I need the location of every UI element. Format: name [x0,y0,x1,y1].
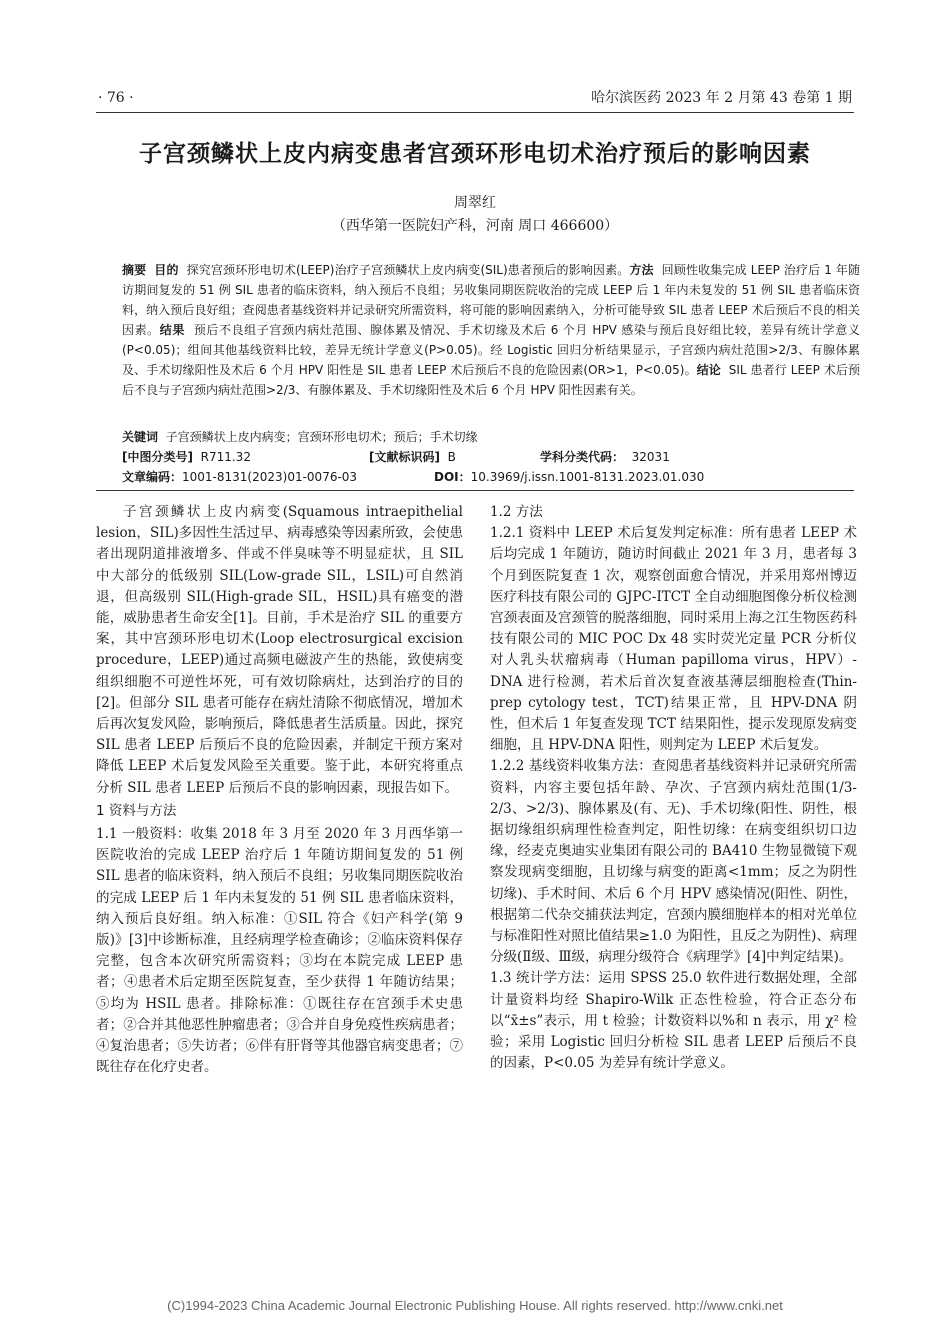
article-no-label: 文章编码： [122,470,183,484]
section-1-2: 1.2 方法 [490,504,543,520]
body-left-column [96,502,463,1078]
subject-code-label: 学科分类代码： [540,450,625,464]
header-rule [96,112,854,113]
body-right-column [490,502,857,1074]
copyright-footer: (C)1994-2023 China Academic Journal Electronic Publishing House. All rights reserved. http://www.cnki.net [167,1298,783,1313]
clc-value: R711.32 [200,450,251,464]
article-title: 子宫颈鳞状上皮内病变患者宫颈环形电切术治疗预后的影响因素 [139,140,811,167]
abstract [122,260,860,400]
section-1-1: 1.1 一般资料：收集 2018 年 3 月至 2020 年 3 月西华第一医院收治的完成 LEEP 治疗后 1 年随访期间复发的 51 例 SIL 患者的临床资料，纳入预后不良组；另收集同期医院收治的完成 LEEP 后 1 年内未复发的 51 例 SIL 患者临床资料，纳入预后良好组。纳入标准：①SIL 符合《妇产科学(第 9 版)》[3]中诊断标准，且经病理学检查确诊；②临床资料保存完整，包含本次研究所需资料；③均在本院完成 LEEP 患者；④患者术后定期至医院复查，至少获得 1 年随访结果；⑤均为 HSIL 患者。排除标准：①既往存在宫颈手术史患者；②合并其他恶性肿瘤患者；③合并自身免疫性疾病患者；④复治患者；⑤失访者；⑥伴有肝肾等其他器官病变患者；⑦既往存在化疗史者。 [96,826,463,1076]
results-label: 结果 [159,323,185,337]
section-1-3: 1.3 统计学方法：运用 SPSS 25.0 软件进行数据处理，全部计量资料均经 Shapiro-Wilk 正态性检验，符合正态分布以“x̄±s”表示，用 t 检验；计数资料以%和 n 表示，用 χ² 检验；采用 Logistic 回归分析检 SIL 患者 LEEP 后预后不良的因素，P<0.05 为差异有统计学意义。 [490,970,857,1072]
author: 周翠红 [454,195,496,211]
objective-label: 目的 [154,263,179,277]
conclusion-text: SIL 患者行 LEEP 术后预后不良与子宫颈内病灶范围>2/3、有腺体累及、手术切缘阳性及术后 6 个月 HPV 阳性因素有关。 [122,363,860,397]
section-1-2-1: 1.2.1 资料中 LEEP 术后复发判定标准：所有患者 LEEP 术后均完成 1 年随访，随访时间截止 2021 年 3 月，患者每 3 个月到医院复查 1 次，观察创面愈合情况，并采用郑州博迈医疗科技有限公司的 GJPC-ITCT 全自动细胞图像分析仪检测宫颈表面及宫颈管的脱落细胞，同时采用上海之江生物医药科技有限公司的 MIC POC Dx 48 实时荧光定量 PCR 分析仪对人乳头状瘤病毒（Human papilloma virus，HPV）-DNA 进行检测，若术后首次复查液基薄层细胞检查(Thin-prep cytology test，TCT)结果正常，且 HPV-DNA 阴性，但术后 1 年复查发现 TCT 结果阳性，提示发现原发病变细胞，且 HPV-DNA 阳性，则判定为 LEEP 术后复发。 [490,525,857,754]
results-text: 预后不良组子宫颈内病灶范围、腺体累及情况、手术切缘及术后 6 个月 HPV 感染与预后良好组比较，差异有统计学意义(P<0.05)；组间其他基线资料比较，差异无统计学意义(P>0.05)。经 Logistic 回归分析结果显示，子宫颈内病灶范围>2/3、有腺体累及、手术切缘阳性及术后 6 个月 HPV 阳性是 SIL 患者 LEEP 术后预后不良的危险因素(OR>1，P<0.05)。 [122,323,860,377]
methods-label: 方法 [629,263,654,277]
meta-rule [96,490,854,491]
subject-code-value: 32031 [631,450,670,464]
clc-label: [中图分类号] [122,450,193,464]
doi-label: DOI： [434,470,471,484]
page-number: · 76 · [98,90,134,106]
doc-code-label: [文献标识码] [369,450,440,464]
affiliation: （西华第一医院妇产科，河南 周口 466600） [331,218,619,234]
keywords-line [122,427,860,447]
keywords-label: 关键词 [122,430,159,444]
article-no-value: 1001-8131(2023)01-0076-03 [182,470,358,484]
article-id-line [122,467,860,487]
intro-paragraph: 子宫颈鳞状上皮内病变(Squamous intraepithelial lesion，SIL)多因性生活过早、病毒感染等因素所致，会使患者出现阴道排液增多、伴或不伴臭味等不明显症状，且 SIL 中大部分的低级别 SIL(Low-grade SIL，LSIL)可自然消退，但高级别 SIL(High-grade SIL，HSIL)具有癌变的潜能，威胁患者生命安全[1]。目前，手术是治疗 SIL 的重要方案，其中宫颈环形电切术(Loop electrosurgical excision procedure，LEEP)通过高频电磁波产生的热能，致使病变组织细胞不可逆性坏死，可有效切除病灶，达到治疗的目的[2]。但部分 SIL 患者可能存在病灶清除不彻底情况，增加术后再次复发风险，影响预后，降低患者生活质量。因此，探究 SIL 患者 LEEP 后预后不良的危险因素，并制定干预方案对降低 LEEP 术后复发风险至关重要。鉴于此，本研究将重点分析 SIL 患者 LEEP 后预后不良的影响因素，现报告如下。 [96,504,463,796]
doc-code-value: B [447,450,456,464]
abstract-label: 摘要 [122,263,147,277]
methods-text: 回顾性收集完成 LEEP 治疗后 1 年随访期间复发的 51 例 SIL 患者的临床资料，纳入预后不良组；另收集同期医院收治的完成 LEEP 后 1 年内未复发的 51 例 SIL 患者临床资料，纳入预后良好组；查阅患者基线资料并记录研究所需资料，将可能的影响因素纳入，分析可能导致 SIL 患者 LEEP 术后预后不良的相关因素。 [122,263,860,337]
classification-line [122,447,860,467]
conclusion-label: 结论 [696,363,721,377]
journal-issue: 哈尔滨医药 2023 年 2 月第 43 卷第 1 期 [591,90,852,106]
doi-value: 10.3969/j.issn.1001-8131.2023.01.030 [470,470,705,484]
section-1-2-2: 1.2.2 基线资料收集方法：查阅患者基线资料并记录研究所需资料，内容主要包括年龄、孕次、子宫颈内病灶范围(1/3-2/3、>2/3)、腺体累及(有、无)、手术切缘(阳性、阴性，根据切缘组织病理性检查判定，阳性切缘：在病变组织切口边缘，经麦克奥迪实业集团有限公司的 BA410 生物显微镜下观察发现病变细胞，且切缘与病变的距离<1mm；反之为阴性切缘)、手术时间、术后 6 个月 HPV 感染情况(阳性、阴性，根据第二代杂交捕获法判定，宫颈内膜细胞样本的相对光单位与标准阳性对照比值结果≥1.0 为阳性，且反之为阴性)、病理分级(Ⅱ级、Ⅲ级，病理分级符合《病理学》[4]中判定结果)。 [490,758,857,966]
keywords: 子宫颈鳞状上皮内病变；宫颈环形电切术；预后；手术切缘 [165,430,478,444]
objective-text: 探究宫颈环形电切术(LEEP)治疗子宫颈鳞状上皮内病变(SIL)患者预后的影响因素。 [186,263,630,277]
section-heading-1: 1 资料与方法 [96,802,177,819]
